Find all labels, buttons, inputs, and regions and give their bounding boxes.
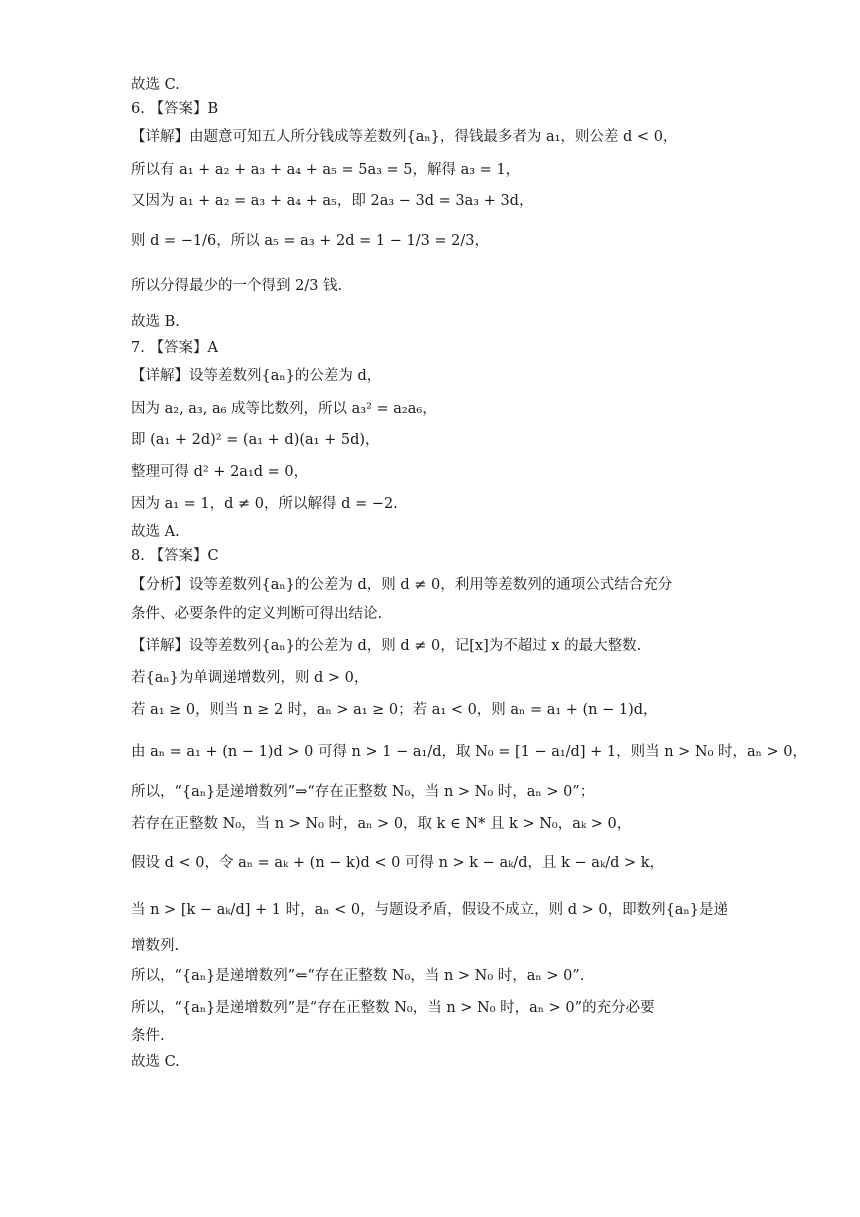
text-line: 故选 C. (131, 77, 180, 93)
text-line: 【详解】由题意可知五人所分钱成等差数列{aₙ}，得钱最多者为 a₁，则公差 d < 0， (131, 129, 678, 145)
text-line: 故选 A. (131, 524, 180, 540)
text-line: 条件. (131, 1028, 165, 1044)
text-line: 【详解】设等差数列{aₙ}的公差为 d，则 d ≠ 0，记[x]为不超过 x 的最大整数. (131, 638, 642, 654)
text-line: 若存在正整数 N₀，当 n > N₀ 时，aₙ > 0，取 k ∈ N* 且 k > N₀，aₖ > 0， (131, 816, 632, 832)
text-line: 故选 C. (131, 1054, 180, 1070)
text-line: 即 (a₁ + 2d)² = (a₁ + d)(a₁ + 5d)， (131, 432, 380, 448)
text-line: 所以分得最少的一个得到 2/3 钱. (131, 278, 343, 294)
text-line: 故选 B. (131, 314, 180, 330)
text-line: 【分析】设等差数列{aₙ}的公差为 d，则 d ≠ 0，利用等差数列的通项公式结合充分 (131, 577, 673, 593)
text-line: 所以，“{aₙ}是递增数列”是“存在正整数 N₀，当 n > N₀ 时，aₙ > 0”的充分必要 (131, 1000, 655, 1016)
text-line: 又因为 a₁ + a₂ = a₃ + a₄ + a₅，即 2a₃ − 3d = 3a₃ + 3d， (131, 193, 534, 209)
text-line: 当 n > [k − aₖ/d] + 1 时，aₙ < 0，与题设矛盾，假设不成立，则 d > 0，即数列{aₙ}是递 (131, 902, 728, 918)
text-line: 增数列. (131, 938, 180, 954)
text-line: 由 aₙ = a₁ + (n − 1)d > 0 可得 n > 1 − a₁/d，取 N₀ = [1 − a₁/d] + 1，则当 n > N₀ 时，aₙ > 0， (131, 744, 808, 760)
text-line: 假设 d < 0，令 aₙ = aₖ + (n − k)d < 0 可得 n > k − aₖ/d，且 k − aₖ/d > k， (131, 855, 665, 871)
text-line: 整理可得 d² + 2a₁d = 0， (131, 464, 309, 480)
text-line: 所以有 a₁ + a₂ + a₃ + a₄ + a₅ = 5a₃ = 5，解得 a₃ = 1， (131, 162, 521, 178)
text-line: 因为 a₁ = 1，d ≠ 0，所以解得 d = −2. (131, 496, 398, 512)
answer-heading-7: 7. 【答案】A (131, 340, 218, 356)
text-line: 因为 a₂, a₃, a₆ 成等比数列，所以 a₃² = a₂a₆， (131, 401, 437, 417)
text-line: 【详解】设等差数列{aₙ}的公差为 d， (131, 368, 382, 384)
answer-heading-6: 6. 【答案】B (131, 101, 219, 117)
text-line: 所以，“{aₙ}是递增数列”⇐“存在正整数 N₀，当 n > N₀ 时，aₙ > 0”. (131, 968, 585, 984)
text-line: 条件、必要条件的定义判断可得出结论. (131, 606, 383, 622)
answer-heading-8: 8. 【答案】C (131, 548, 219, 564)
text-line: 若 a₁ ≥ 0，则当 n ≥ 2 时，aₙ > a₁ ≥ 0；若 a₁ < 0，则 aₙ = a₁ + (n − 1)d， (131, 702, 658, 718)
text-line: 所以，“{aₙ}是递增数列”⇒“存在正整数 N₀，当 n > N₀ 时，aₙ > 0”； (131, 784, 595, 800)
text-line: 若{aₙ}为单调递增数列，则 d > 0， (131, 670, 369, 686)
text-line: 则 d = −1/6，所以 a₅ = a₃ + 2d = 1 − 1/3 = 2/3， (131, 233, 490, 249)
